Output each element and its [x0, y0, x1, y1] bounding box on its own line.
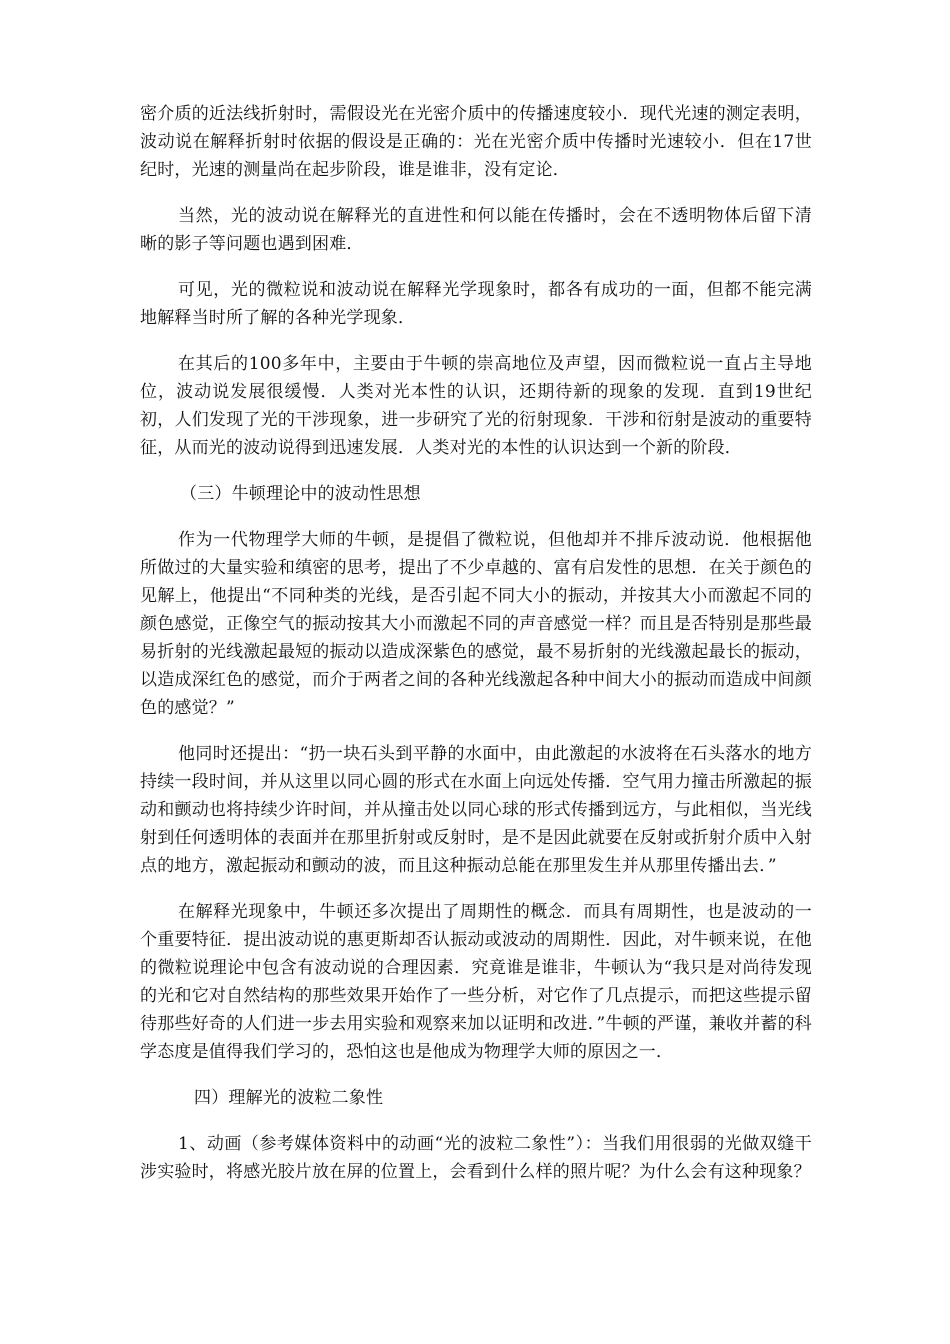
- paragraph-wave-difficulty: 当然，光的波动说在解释光的直进性和何以能在传播时，会在不透明物体后留下清晰的影子等问题也遇到困难．: [140, 206, 812, 254]
- paragraph-history-100-years: 在其后的100多年中，主要由于牛顿的崇高地位及声望，因而微粒说一直占主导地位，波动说发展很缓慢．人类对光本性的认识，还期待新的现象的发现．直到19世纪初，人们发现了光的干涉现象，进一步研究了光的衍射现象．干涉和衍射是波动的重要特征，从而光的波动说得到迅速发展．人类对光的本性的认识达到一个新的阶段．: [140, 354, 812, 458]
- paragraph-newton-stone: 他同时还提出：“扔一块石头到平静的水面中，由此激起的水波将在石头落水的地方持续一段时间，并从这里以同心圆的形式在水面上向远处传播．空气用力撞击所激起的振动和颤动也将持续少许时间，并从撞击处以同心球的形式传播到远方，与此相似，当光线射到任何透明体的表面并在那里折射或反射时，是不是因此就要在反射或折射介质中入射点的地方，激起振动和颤动的波，而且这种振动总能在那里发生并从那里传播出去．”: [140, 744, 812, 876]
- document-page: [140, 100, 812, 1204]
- section-heading-newton-wave: （三）牛顿理论中的波动性思想: [180, 484, 421, 504]
- paragraph-refraction-continued: 密介质的近法线折射时，需假设光在光密介质中的传播速度较小．现代光速的测定表明，波动说在解释折射时依据的假设是正确的：光在光密介质中传播时光速较小．但在17世纪时，光速的测量尚在起步阶段，谁是谁非，没有定论．: [140, 104, 812, 180]
- section-heading-wave-particle: 四）理解光的波粒二象性: [194, 1088, 384, 1108]
- paragraph-both-theories: 可见，光的微粒说和波动说在解释光学现象时，都各有成功的一面，但都不能完满地解释当时所了解的各种光学现象．: [140, 280, 812, 328]
- paragraph-animation-question: 1、动画（参考媒体资料中的动画“光的波粒二象性”）：当我们用很弱的光做双缝干涉实验时，将感光胶片放在屏的位置上，会看到什么样的照片呢？为什么会有这种现象？: [140, 1134, 812, 1182]
- paragraph-newton-color: 作为一代物理学大师的牛顿，是提倡了微粒说，但他却并不排斥波动说．他根据他所做过的大量实验和缜密的思考，提出了不少卓越的、富有启发性的思想．在关于颜色的见解上，他提出“不同种类的光线，是否引起不同大小的振动，并按其大小而激起不同的颜色感觉，正像空气的振动按其大小而激起不同的声音感觉一样？而且是否特别是那些最易折射的光线激起最短的振动以造成深紫色的感觉，最不易折射的光线激起最长的振动，以造成深红色的感觉，而介于两者之间的各种光线激起各种中间大小的振动而造成中间颜色的感觉？”: [140, 530, 812, 718]
- paragraph-newton-periodicity: 在解释光现象中，牛顿还多次提出了周期性的概念．而具有周期性，也是波动的一个重要特征．提出波动说的惠更斯却否认振动或波动的周期性．因此，对牛顿来说，在他的微粒说理论中包含有波动说的合理因素．究竟谁是谁非，牛顿认为“我只是对尚待发现的光和它对自然结构的那些效果开始作了一些分析，对它作了几点提示，而把这些提示留待那些好奇的人们进一步去用实验和观察来加以证明和改进．”牛顿的严谨，兼收并蓄的科学态度是值得我们学习的，恐怕这也是他成为物理学大师的原因之一．: [140, 902, 812, 1062]
